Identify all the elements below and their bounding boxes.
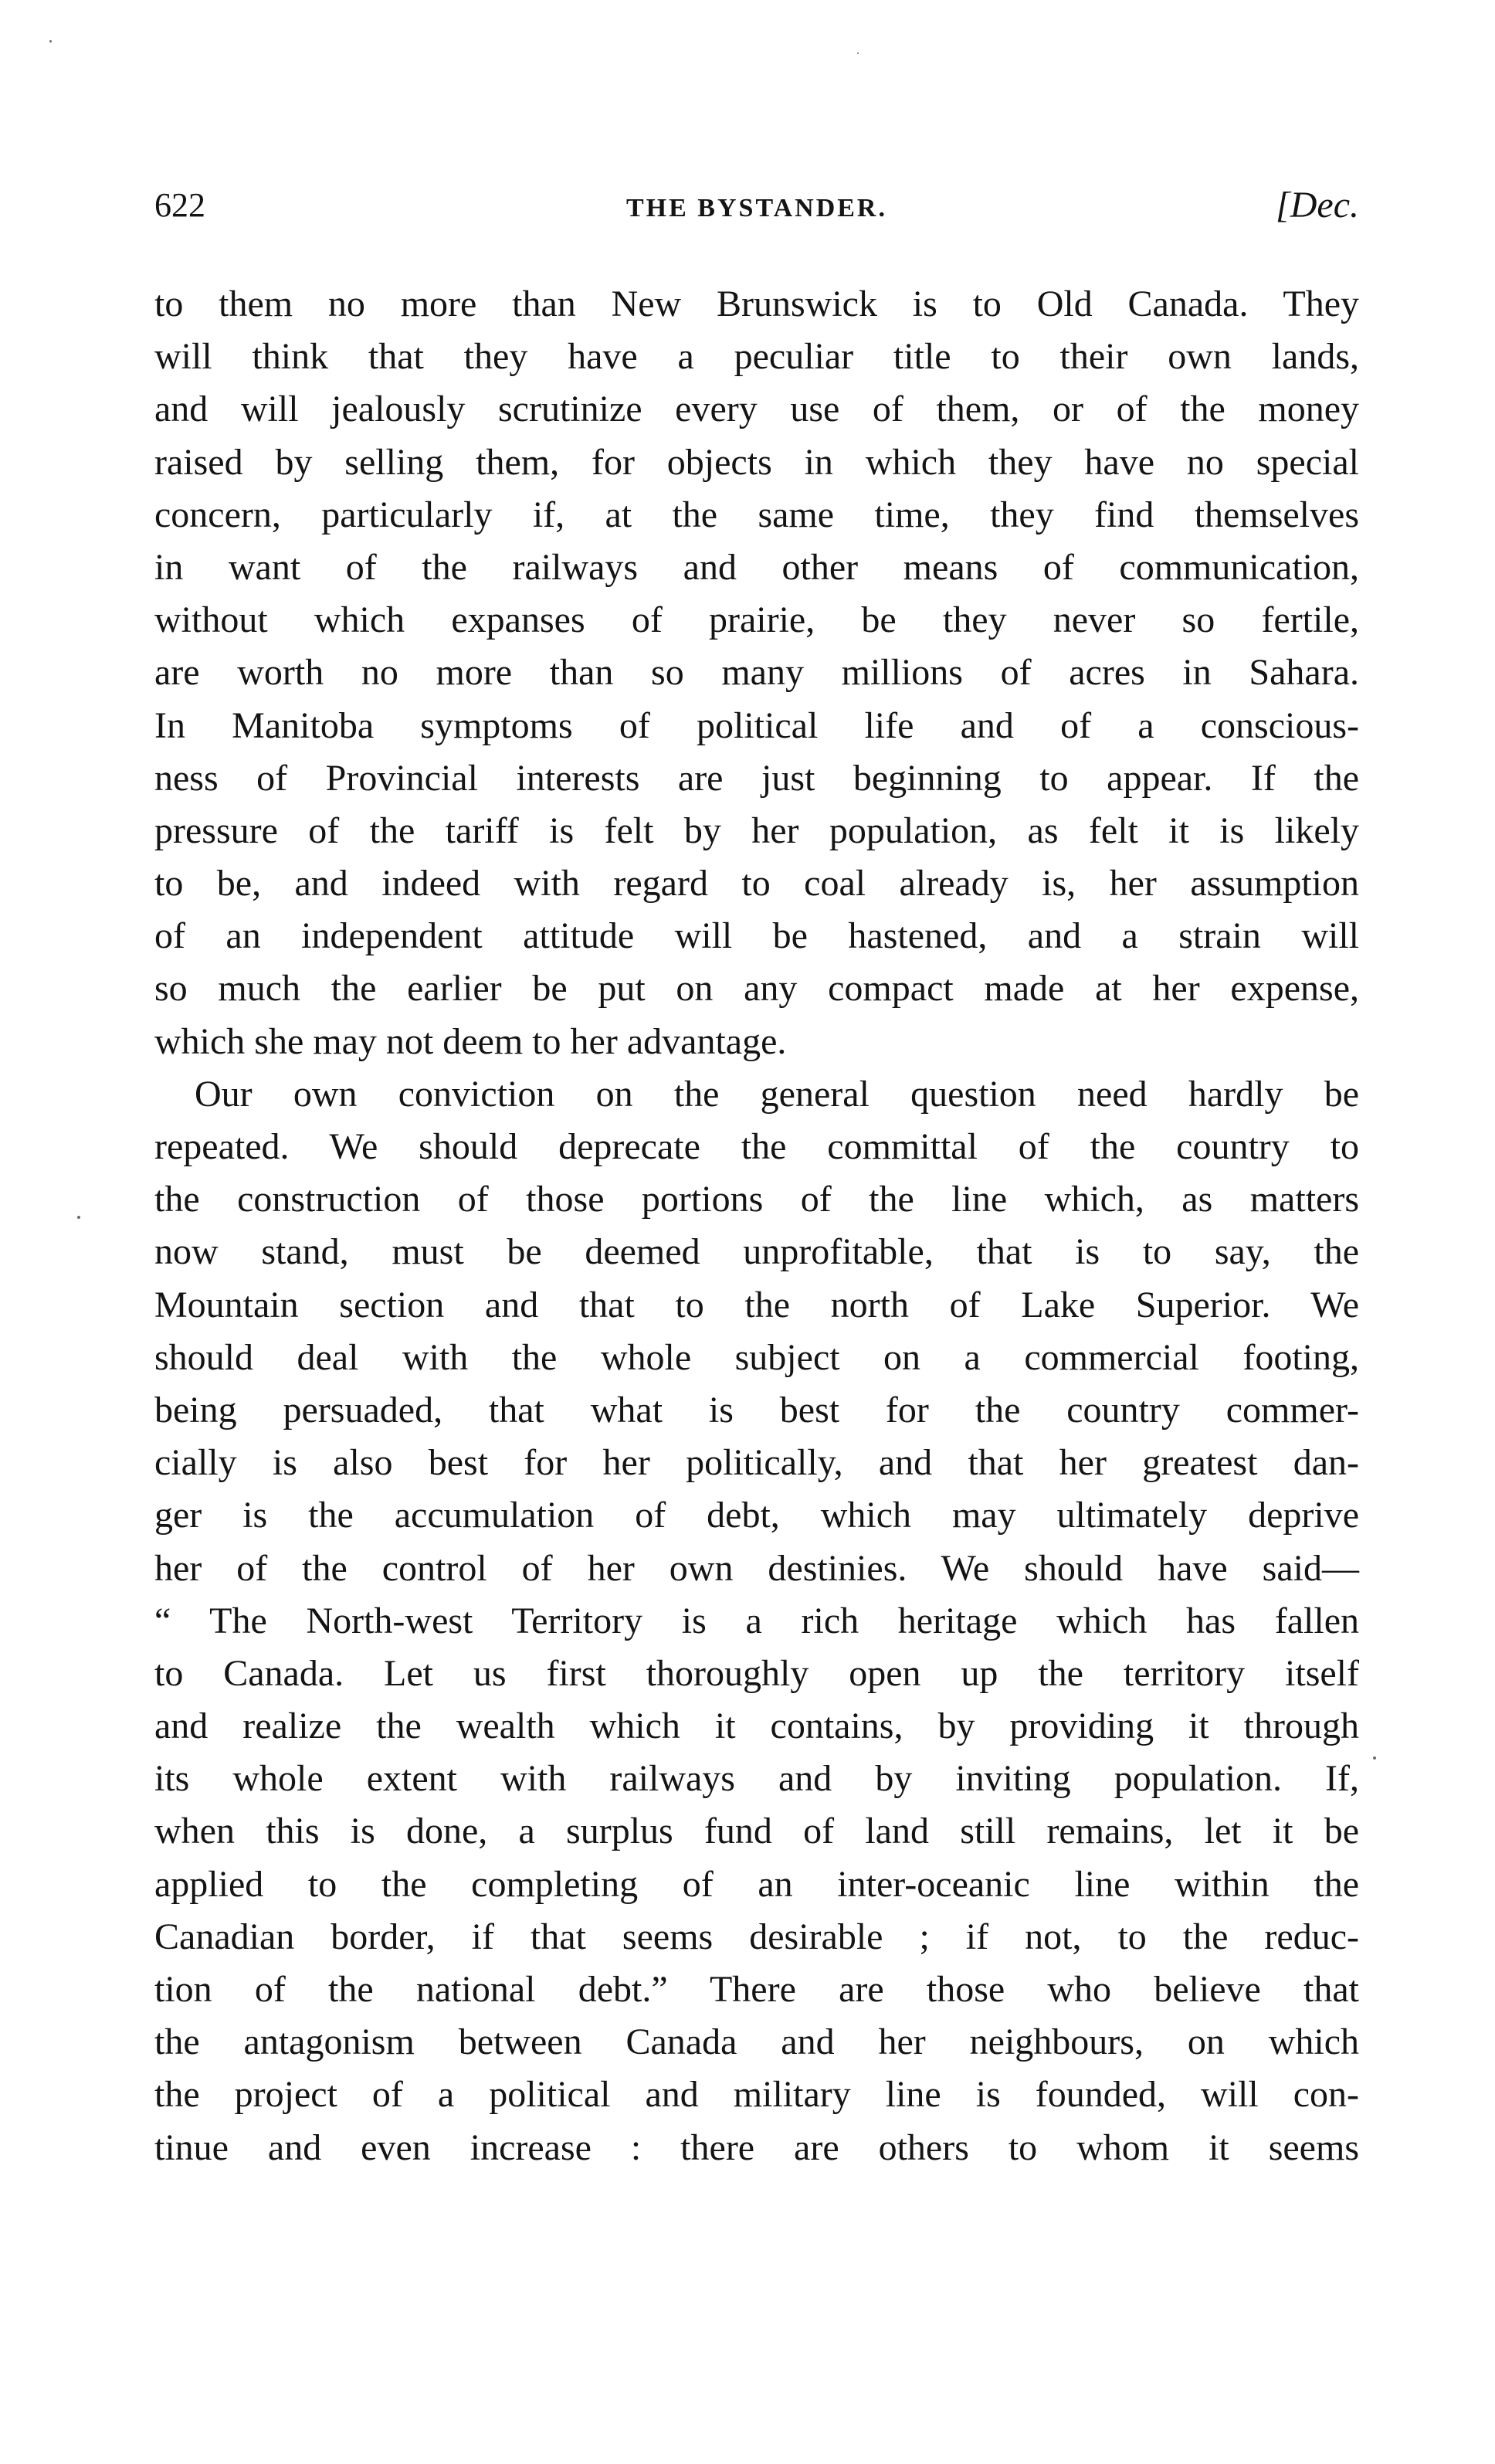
text-line: of an independent attitude will be hastened, and a strain will bbox=[154, 915, 1359, 957]
text-line: to be, and indeed with regard to coal already is, her assumption bbox=[154, 863, 1359, 904]
text-line: the project of a political and military line is founded, will con- bbox=[154, 2074, 1359, 2116]
text-line: cially is also best for her politically, and that her greatest dan- bbox=[154, 1442, 1359, 1484]
text-line: now stand, must be deemed unprofitable, that is to say, the bbox=[154, 1231, 1359, 1273]
text-line: her of the control of her own destinies. We should have said— bbox=[154, 1547, 1359, 1589]
text-line: Our own conviction on the general question need hardly be bbox=[195, 1073, 1359, 1115]
text-line: being persuaded, that what is best for the country commer- bbox=[154, 1389, 1359, 1431]
text-line: the construction of those portions of the line which, as matters bbox=[154, 1179, 1359, 1220]
text-line: when this is done, a surplus fund of land still remains, let it be bbox=[154, 1811, 1359, 1852]
text-line: In Manitoba symptoms of political life and of a conscious- bbox=[154, 704, 1359, 746]
text-line: concern, particularly if, at the same time, they find themselves bbox=[154, 494, 1359, 535]
text-line: repeated. We should deprecate the committal of the country to bbox=[154, 1126, 1359, 1167]
text-line: Canadian border, if that seems desirable ; if not, to the reduc- bbox=[154, 1916, 1359, 1957]
print-speck bbox=[49, 40, 52, 42]
text-line: to Canada. Let us first thoroughly open up the territory itself bbox=[154, 1652, 1359, 1694]
text-line: without which expanses of prairie, be they never so fertile, bbox=[154, 599, 1359, 641]
print-speck bbox=[857, 53, 859, 54]
text-line: ness of Provincial interests are just beginning to appear. If the bbox=[154, 757, 1359, 799]
text-line: ger is the accumulation of debt, which may ultimately deprive bbox=[154, 1495, 1359, 1536]
body-text bbox=[154, 278, 1359, 2174]
text-line: to them no more than New Brunswick is to Old Canada. They bbox=[154, 283, 1359, 324]
text-line: are worth no more than so many millions of acres in Sahara. bbox=[154, 652, 1359, 694]
print-speck bbox=[1373, 1756, 1376, 1760]
text-line: tinue and even increase : there are others to whom it seems bbox=[154, 2126, 1359, 2168]
running-title: THE BYSTANDER. bbox=[626, 194, 887, 222]
text-line: the antagonism between Canada and her neighbours, on which bbox=[154, 2021, 1359, 2063]
text-line: should deal with the whole subject on a commercial footing, bbox=[154, 1336, 1359, 1378]
text-line: applied to the completing of an inter-oceanic line within the bbox=[154, 1863, 1359, 1905]
text-line: “ The North-west Territory is a rich heritage which has fallen bbox=[154, 1600, 1359, 1641]
text-line: its whole extent with railways and by inviting population. If, bbox=[154, 1758, 1359, 1800]
text-line: which she may not deem to her advantage. bbox=[154, 1020, 787, 1062]
text-line: and realize the wealth which it contains, by providing it through bbox=[154, 1705, 1359, 1747]
print-speck bbox=[77, 1216, 80, 1219]
text-line: Mountain section and that to the north of Lake Superior. We bbox=[154, 1284, 1359, 1325]
text-line: raised by selling them, for objects in which they have no special bbox=[154, 441, 1359, 483]
running-date: [Dec. bbox=[1276, 185, 1359, 226]
text-line: and will jealously scrutinize every use of them, or of the money bbox=[154, 389, 1359, 430]
running-header bbox=[154, 182, 1359, 244]
text-line: will think that they have a peculiar title to their own lands, bbox=[154, 336, 1359, 378]
text-line: pressure of the tariff is felt by her population, as felt it is likely bbox=[154, 809, 1359, 851]
text-line: so much the earlier be put on any compact made at her expense, bbox=[154, 968, 1359, 1010]
text-line: in want of the railways and other means of communication, bbox=[154, 546, 1359, 588]
text-line: tion of the national debt.” There are those who believe that bbox=[154, 1969, 1359, 2010]
page-number: 622 bbox=[154, 186, 205, 224]
